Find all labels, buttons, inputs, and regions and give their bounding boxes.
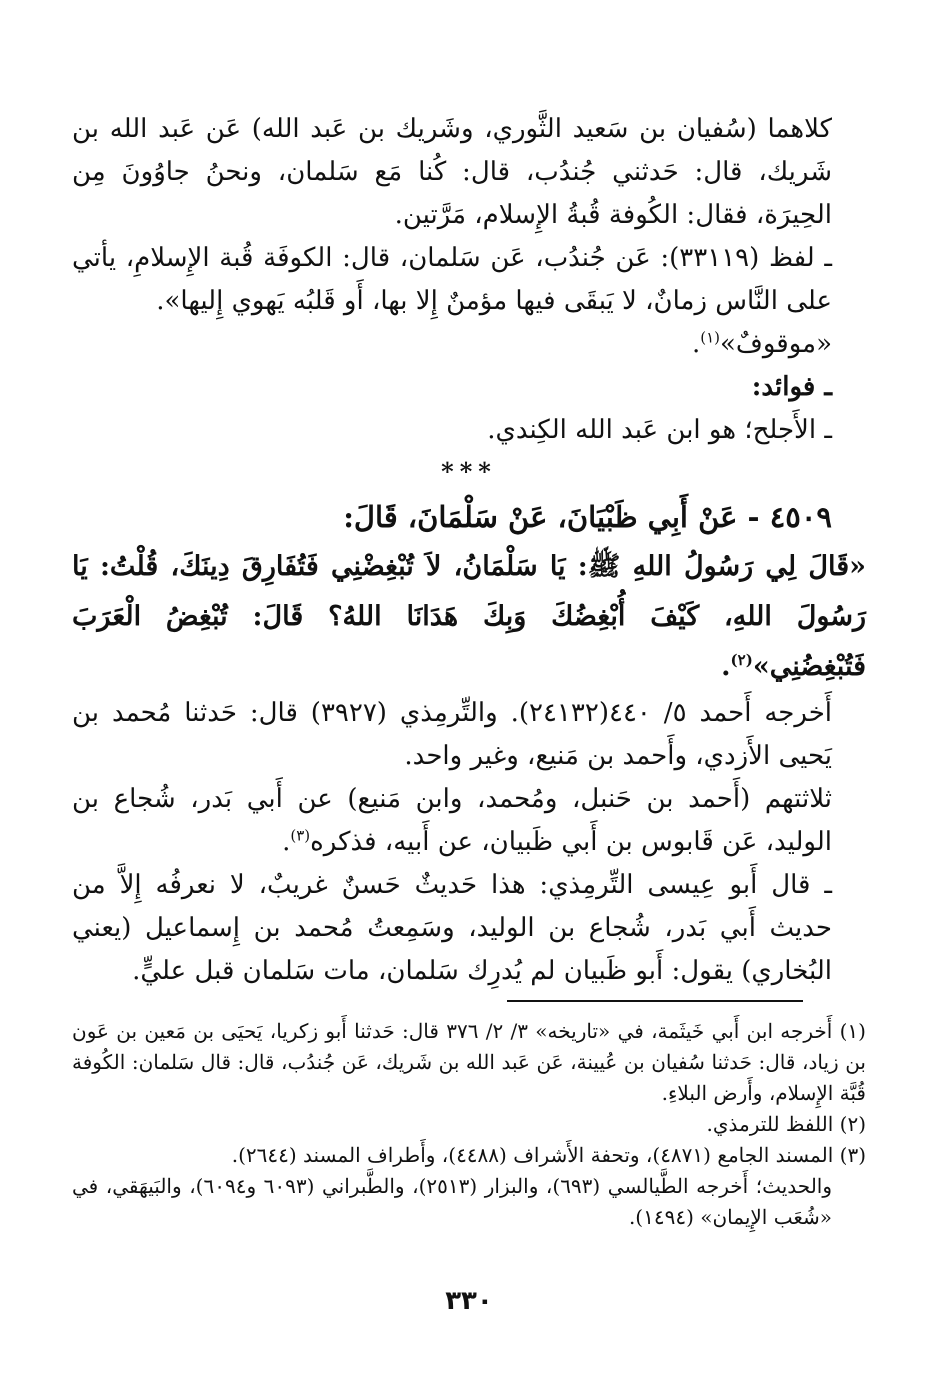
hadith-heading: ٤٥٠٩ - عَنْ أَبِي ظَبْيَانَ، عَنْ سَلْمَانَ، قَالَ:: [343, 500, 832, 534]
main-text: [72, 108, 866, 993]
paragraph-mawquf: [72, 323, 866, 366]
hadith-matn: «قَالَ لِي رَسُولُ اللهِ ﷺ: يَا سَلْمَانُ، لاَ تُبْغِضْنِي فَتُفَارِقَ دِينَكَ، قُلْتُ: يَا رَسُولَ اللهِ، كَيْفَ أُبْغِضُكَ وَبِكَ هَدَانَا اللهُ؟ قَالَ: تُبْغِضُ الْعَرَبَ فَتُبْغِضُنِي»: [72, 551, 866, 682]
footnote-separator: [507, 1000, 803, 1002]
chains-text: ثلاثتهم (أَحمد بن حَنبل، ومُحمد، وابن مَنيع) عن أَبي بَدر، شُجاع بن الوليد، عَن قَابوس بن أَبي ظَبيان، عن أَبيه، فذكره: [72, 784, 832, 857]
footnote-ref-2: (٢): [730, 651, 753, 669]
mawquf-end: .: [691, 329, 701, 359]
mawquf-text: «موقوفٌ»: [720, 329, 832, 359]
footnote-1: (١) أَخرجه ابن أَبي خَيثَمة، في «تاريخه» ٣/ ٢/ ٣٧٦ قال: حَدثنا أَبو زكريا، يَحيَى بن مَعين بن عَون بن زياد، قال: حَدثنا سُفيان بن عُيينة، عَن عَبد الله بن شَريك، عَن جُندُب، قال: قال سَلمان: الكُوفة قُبَّة الإِسلام، وأَرض البلاءِ.: [72, 1019, 866, 1105]
section-separator: ***: [441, 457, 497, 486]
footnotes: [72, 1016, 866, 1233]
hadith-text: [72, 542, 866, 692]
footnote-3-continuation: والحديث؛ أَخرجه الطَّيالسي (٦٩٣)، والبزار (٢٥١٣)، والطَّبراني (٦٠٩٣ و٦٠٩٤)، والبَيهَقي، في «شُعَب الإِيمان» (١٤٩٤).: [72, 1174, 833, 1229]
chains-end: .: [282, 827, 291, 857]
fawaid-item: ـ الأَجلح؛ هو ابن عَبد الله الكِندي.: [487, 415, 832, 445]
hadith-end: .: [721, 651, 731, 682]
paragraph-tirmidhi-comment: ـ قال أَبو عِيسى التِّرمِذي: هذا حَديثٌ حَسنٌ غريبٌ، لا نعرفُه إِلاَّ من حديث أَبي بَدر، شُجاع بن الوليد، وسَمِعتُ مُحمد بن إِسماعيل (يعني البُخاري) يقول: أَبو ظَبيان لم يُدرِك سَلمان، مات سَلمان قبل عليٍّ.: [72, 870, 832, 986]
footnote-3: (٣) المسند الجامع (٤٨٧١)، وتحفة الأَشراف (٤٤٨٨)، وأَطراف المسند (٢٦٤٤).: [231, 1143, 866, 1167]
footnote-ref-3: (٣): [290, 826, 311, 845]
paragraph-variant-wording: ـ لفظ (٣٣١١٩): عَن جُندُب، عَن سَلمان، قال: الكوفَة قُبة الإِسلامِ، يأتي على النَّاس زمانٌ، لا يَبقَى فيها مؤمنٌ إِلا بها، أَو قَلبُه يَهوي إِليها».: [72, 243, 832, 316]
paragraph-chains-summary: [72, 778, 866, 864]
footnote-2: (٢) اللفظ للترمذي.: [706, 1112, 866, 1136]
fawaid-heading: ـ فوائد:: [751, 372, 832, 402]
footnote-ref-1: (١): [700, 328, 720, 347]
page-number: ٣٣٠: [445, 1286, 493, 1316]
paragraph-chain: كلاهما (سُفيان بن سَعيد الثَّوري، وشَريك بن عَبد الله) عَن عَبد الله بن شَريك، قال: حَدثني جُندُب، قال: كُنا مَع سَلمان، ونحنُ جاوُونَ مِن الحِيرَة، فقال: الكُوفة قُبةُ الإِسلام، مَرَّتين.: [72, 114, 832, 230]
paragraph-takhrij: أَخرجه أَحمد ٥/ ٤٤٠(٢٤١٣٢). والتِّرمِذي (٣٩٢٧) قال: حَدثنا مُحمد بن يَحيى الأَزدي، وأَحمد بن مَنيع، وغير واحد.: [72, 698, 832, 771]
